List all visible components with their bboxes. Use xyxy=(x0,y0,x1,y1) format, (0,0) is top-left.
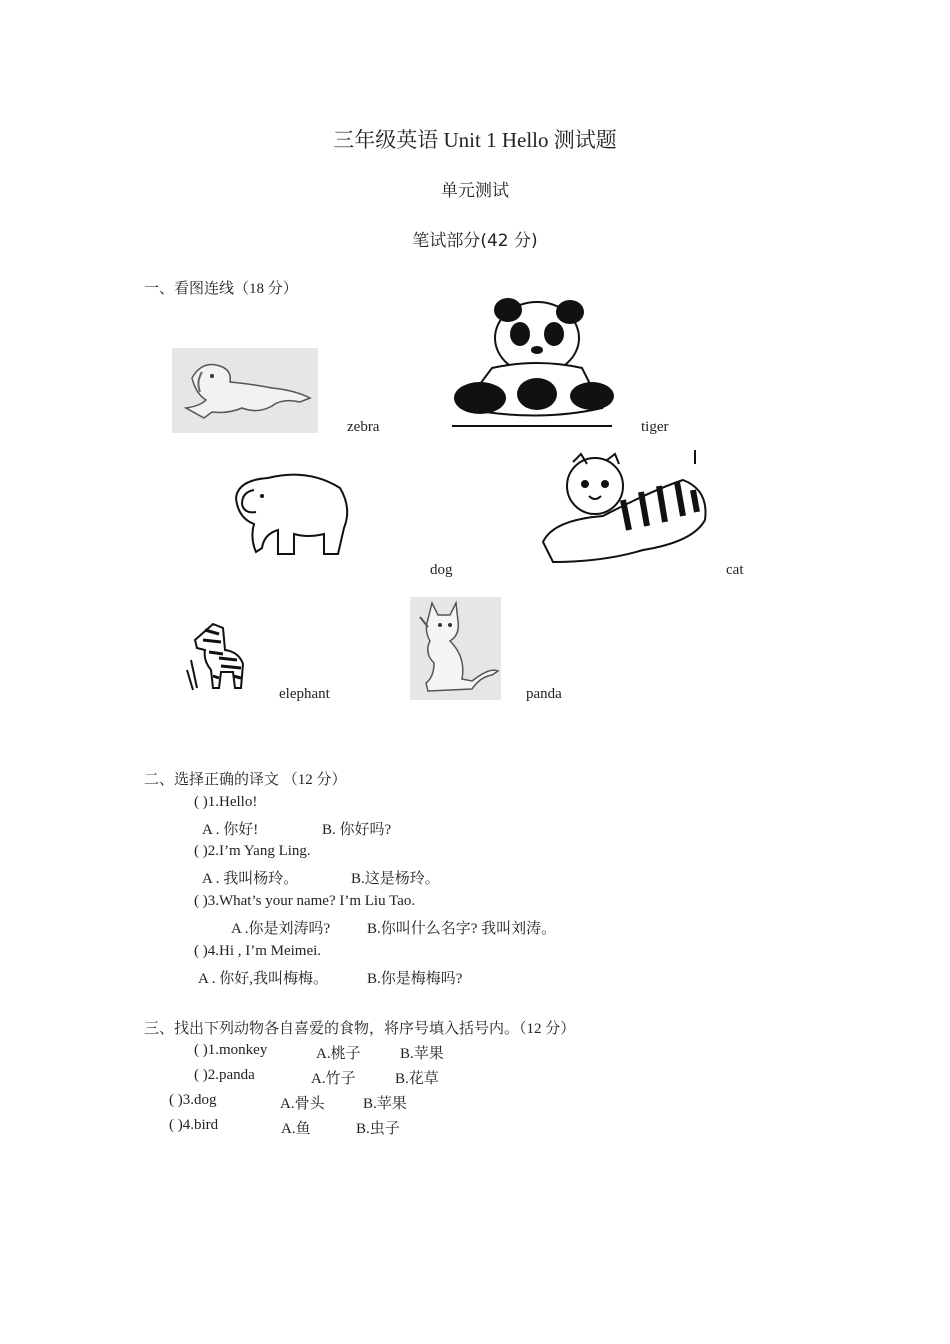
s3-item-1: ( )1.monkey xyxy=(194,1042,268,1058)
s3-item2-option-b: B.花草 xyxy=(395,1071,439,1087)
s2-q2-option-a: A . 我叫杨玲。 xyxy=(202,871,299,887)
s2-q4-option-b: B.你是梅梅吗? xyxy=(367,971,463,987)
label-panda: panda xyxy=(526,686,562,702)
label-tiger: tiger xyxy=(641,419,669,435)
s3-item-3: ( )3.dog xyxy=(169,1092,217,1108)
s2-q4-option-a: A . 你好,我叫梅梅。 xyxy=(198,971,329,987)
s3-item4-option-a: A.鱼 xyxy=(281,1121,311,1137)
cat-picture xyxy=(410,597,501,700)
s2-q3-option-b: B.你叫什么名字? 我叫刘涛。 xyxy=(367,921,557,937)
s2-question-4: ( )4.Hi , I’m Meimei. xyxy=(194,943,322,959)
s3-item1-option-a: A.桃子 xyxy=(316,1046,361,1062)
section1-heading: 一、看图连线（18 分） xyxy=(144,281,298,297)
s3-item1-option-b: B.苹果 xyxy=(400,1046,444,1062)
s2-question-3: ( )3.What’s your name? I’m Liu Tao. xyxy=(194,893,416,909)
s2-question-1: ( )1.Hello! xyxy=(194,794,258,810)
label-cat: cat xyxy=(726,562,744,578)
s2-q1-option-a: A . 你好! xyxy=(202,822,259,838)
dog-picture xyxy=(172,348,318,433)
s2-question-2: ( )2.I’m Yang Ling. xyxy=(194,843,311,859)
written-part-heading: 笔试部分(42 分) xyxy=(412,231,538,251)
label-zebra: zebra xyxy=(347,419,380,435)
section3-heading: 三、找出下列动物各自喜爱的食物，将序号填入括号内。（12 分） xyxy=(144,1021,576,1037)
s3-item3-option-a: A.骨头 xyxy=(280,1096,325,1112)
tiger-picture xyxy=(533,450,711,572)
s3-item-2: ( )2.panda xyxy=(194,1067,255,1083)
s2-q2-option-b: B.这是杨玲。 xyxy=(351,871,440,887)
label-dog: dog xyxy=(430,562,453,578)
zebra-picture xyxy=(183,620,247,692)
s2-q1-option-b: B. 你好吗? xyxy=(322,822,392,838)
s2-q3-option-a: A .你是刘涛吗? xyxy=(231,921,331,937)
s3-item4-option-b: B.虫子 xyxy=(356,1121,400,1137)
s3-item3-option-b: B.苹果 xyxy=(363,1096,407,1112)
panda-picture xyxy=(452,298,617,430)
label-elephant: elephant xyxy=(279,686,330,702)
s3-item-4: ( )4.bird xyxy=(169,1117,219,1133)
s3-item2-option-a: A.竹子 xyxy=(311,1071,356,1087)
page-subtitle: 单元测试 xyxy=(441,181,509,201)
page-title: 三年级英语 Unit 1 Hello 测试题 xyxy=(333,128,617,152)
elephant-picture xyxy=(228,468,353,560)
section2-heading: 二、选择正确的译文 （12 分） xyxy=(144,772,347,788)
